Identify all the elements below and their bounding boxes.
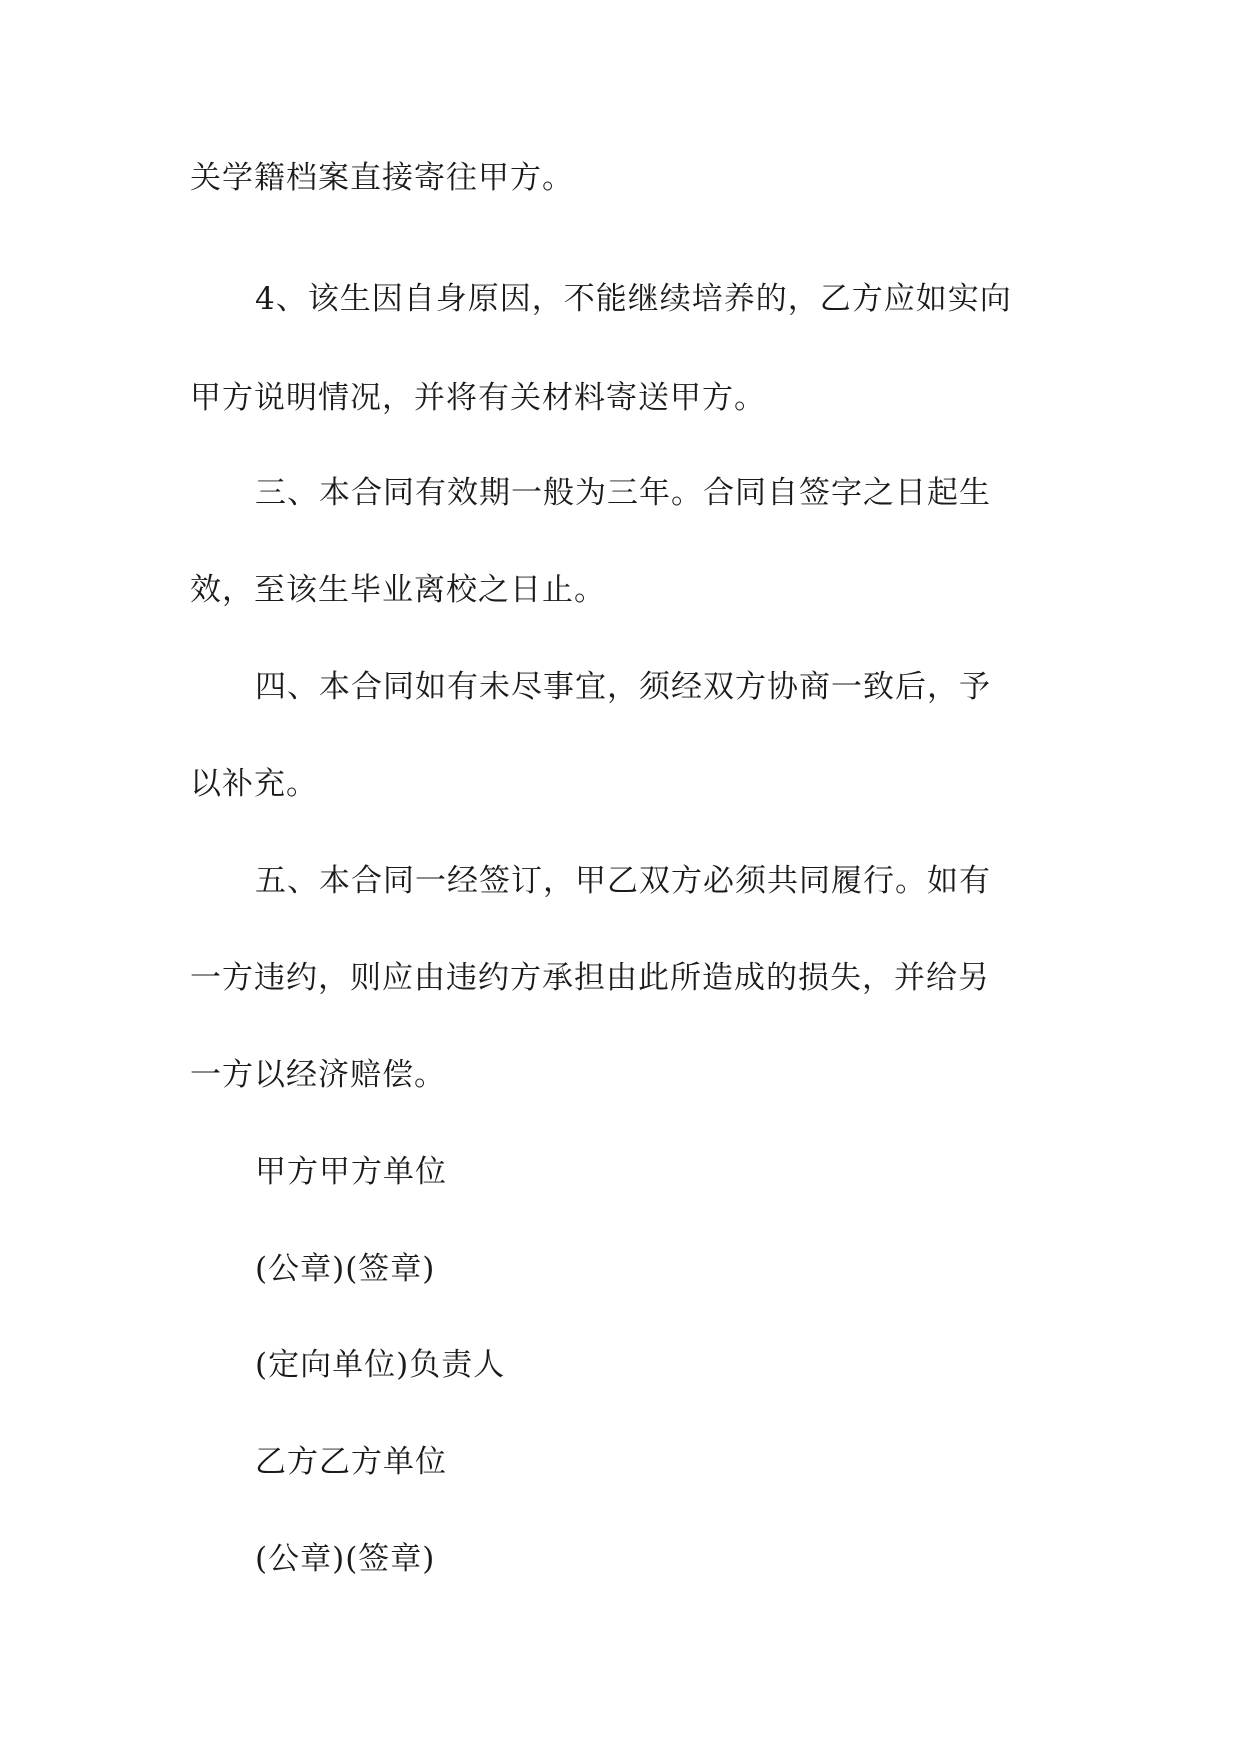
article-4-line-1: 四、本合同如有未尽事宜，须经双方协商一致后，予 xyxy=(255,669,991,705)
article-5-line-1: 五、本合同一经签订，甲乙双方必须共同履行。如有 xyxy=(255,863,991,899)
article-3-line-2: 效，至该生毕业离校之日止。 xyxy=(190,572,606,608)
article-5-line-2: 一方违约，则应由违约方承担由此所造成的损失，并给另 xyxy=(190,960,990,996)
party-b-seal-line: (公章)(签章) xyxy=(255,1541,436,1577)
responsible-person-line: (定向单位)负责人 xyxy=(255,1347,506,1383)
party-a-seal-line: (公章)(签章) xyxy=(255,1251,436,1287)
party-a-unit-line: 甲方甲方单位 xyxy=(255,1154,447,1190)
article-3-line-1: 三、本合同有效期一般为三年。合同自签字之日起生 xyxy=(255,475,991,511)
clause-4-line-2: 甲方说明情况，并将有关材料寄送甲方。 xyxy=(190,380,766,416)
clause-4-line-1: 4、该生因自身原因，不能继续培养的，乙方应如实向 xyxy=(255,281,1012,317)
article-5-line-3: 一方以经济赔偿。 xyxy=(190,1057,446,1093)
article-4-line-2: 以补充。 xyxy=(190,766,318,802)
continuation-line: 关学籍档案直接寄往甲方。 xyxy=(190,160,574,196)
party-b-unit-line: 乙方乙方单位 xyxy=(255,1444,447,1480)
